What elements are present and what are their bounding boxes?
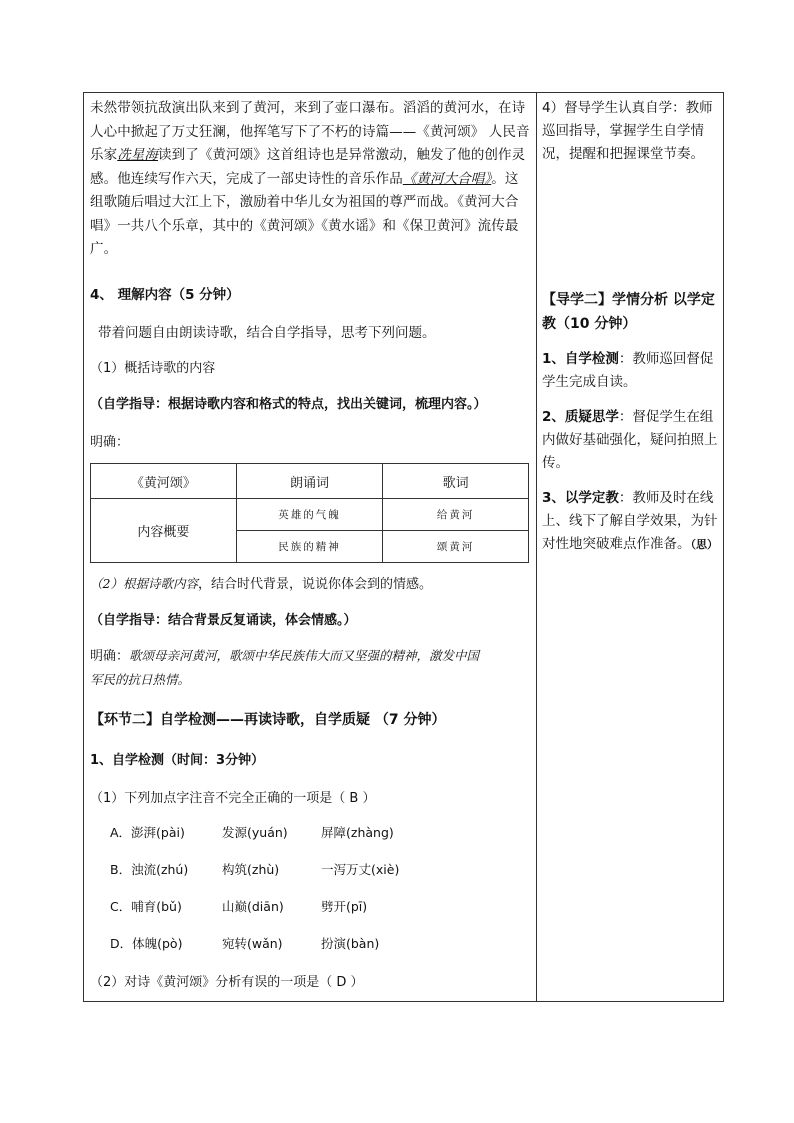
- table-cell: 给黄河: [383, 499, 529, 531]
- guide-item-2: 2、质疑思学：督促学生在组内做好基础强化，疑问拍照上传。: [542, 409, 718, 471]
- question-1: （1）概括诗歌的内容: [90, 361, 216, 376]
- table-header-poem: 《黄河颂》: [91, 464, 237, 499]
- table-header-recitation: 朗诵词: [236, 464, 383, 499]
- option-d-2: 宛转(wǎn): [222, 936, 283, 951]
- table-row-label: 内容概要: [91, 499, 237, 563]
- guide-item-1: 1、自学检测：教师巡回督促学生完成自读。: [542, 351, 714, 390]
- content-summary-table: [90, 463, 529, 563]
- clarify-2-line2: 军民的抗日热情。: [90, 672, 191, 687]
- lesson-table: [83, 92, 724, 1002]
- guide-two-title: 【导学二】学情分析 以学定教（10 分钟）: [542, 292, 715, 332]
- section4-title: 4、 理解内容（5 分钟）: [90, 287, 240, 303]
- mc-question-2: （2）对诗《黄河颂》分析有误的一项是（ D ）: [90, 975, 364, 990]
- intro-paragraph: [90, 97, 530, 262]
- table-cell: 英雄的气魄: [236, 499, 383, 531]
- table-cell: 民族的精神: [236, 531, 383, 563]
- composer-name: 冼星海: [117, 147, 159, 163]
- option-b-2: 构筑(zhù): [222, 862, 280, 877]
- guide-item-3: 3、以学定教：教师及时在线上、线下了解自学效果，为针对性地突破难点作准备。（思）: [542, 490, 718, 552]
- left-column: [90, 97, 530, 990]
- option-d-3: 扮演(bàn): [321, 936, 380, 951]
- section4-intro: 带着问题自由朗读诗歌，结合自学指导，思考下列问题。: [98, 325, 436, 341]
- option-c-1: C．哺育(bǔ): [110, 899, 182, 914]
- mc-question-1: （1）下列加点字注音不完全正确的一项是（ B ）: [90, 791, 376, 806]
- question-2: （2）根据诗歌内容，结合时代背景，说说你体会到的情感。: [90, 576, 432, 592]
- option-b-3: 一泻万丈(xiè): [321, 862, 400, 877]
- right-column: [542, 97, 720, 556]
- intro-text-a: 未然带领抗敌演出队来到了黄河，来到了壶口瀑布。滔滔的黄河水，在诗人心中掀起了万丈狂澜，他挥笔写下了不朽的诗篇——《黄河颂》 人民音乐家: [90, 100, 530, 163]
- option-a-3: 屏障(zhàng): [321, 825, 394, 840]
- section2-title: 【环节二】自学检测——再读诗歌，自学质疑 （7 分钟）: [90, 712, 446, 728]
- option-a-2: 发源(yuán): [222, 825, 288, 840]
- option-d-1: D．体魄(pò): [110, 936, 183, 951]
- table-cell: 颂黄河: [383, 531, 529, 563]
- option-a-1: A．澎湃(pài): [110, 825, 185, 840]
- intro-text-b: 读到了《黄河颂》这首组诗也是异常激动，触发了他的创作灵感。他连续写作六天，完成了一部史诗性的音乐作品: [90, 147, 526, 187]
- option-b-1: B．浊流(zhú): [110, 862, 189, 877]
- clarify-2-line1: 明确：歌颂母亲河黄河，歌颂中华民族伟大而又坚强的精神，激发中国: [90, 648, 480, 664]
- guide-1: （自学指导：根据诗歌内容和格式的特点，找出关键词，梳理内容。）: [90, 397, 487, 412]
- guide-2: （自学指导：结合背景反复诵读，体会情感。）: [90, 613, 357, 628]
- option-c-2: 山巅(diān): [222, 899, 284, 914]
- supervise-note: 4）督导学生认真自学：教师巡回指导，掌握学生自学情况，提醒和把握课堂节奏。: [542, 100, 713, 162]
- check-title: 1、自学检测（时间：3分钟）: [90, 753, 265, 768]
- table-header-lyrics: 歌词: [383, 464, 529, 499]
- option-c-3: 劈开(pī): [321, 899, 368, 914]
- intro-text-c: 。这组歌随后唱过大江上下，激励着中华儿女为祖国的尊严而战。《黄河大合唱》一共八个乐章，其中的《黄河颂》《黄水谣》和《保卫黄河》流传最广。: [90, 170, 519, 257]
- work-title: 《黄河大合唱》: [402, 170, 492, 187]
- column-divider: [536, 93, 537, 1001]
- clarify-1: 明确：: [90, 435, 130, 450]
